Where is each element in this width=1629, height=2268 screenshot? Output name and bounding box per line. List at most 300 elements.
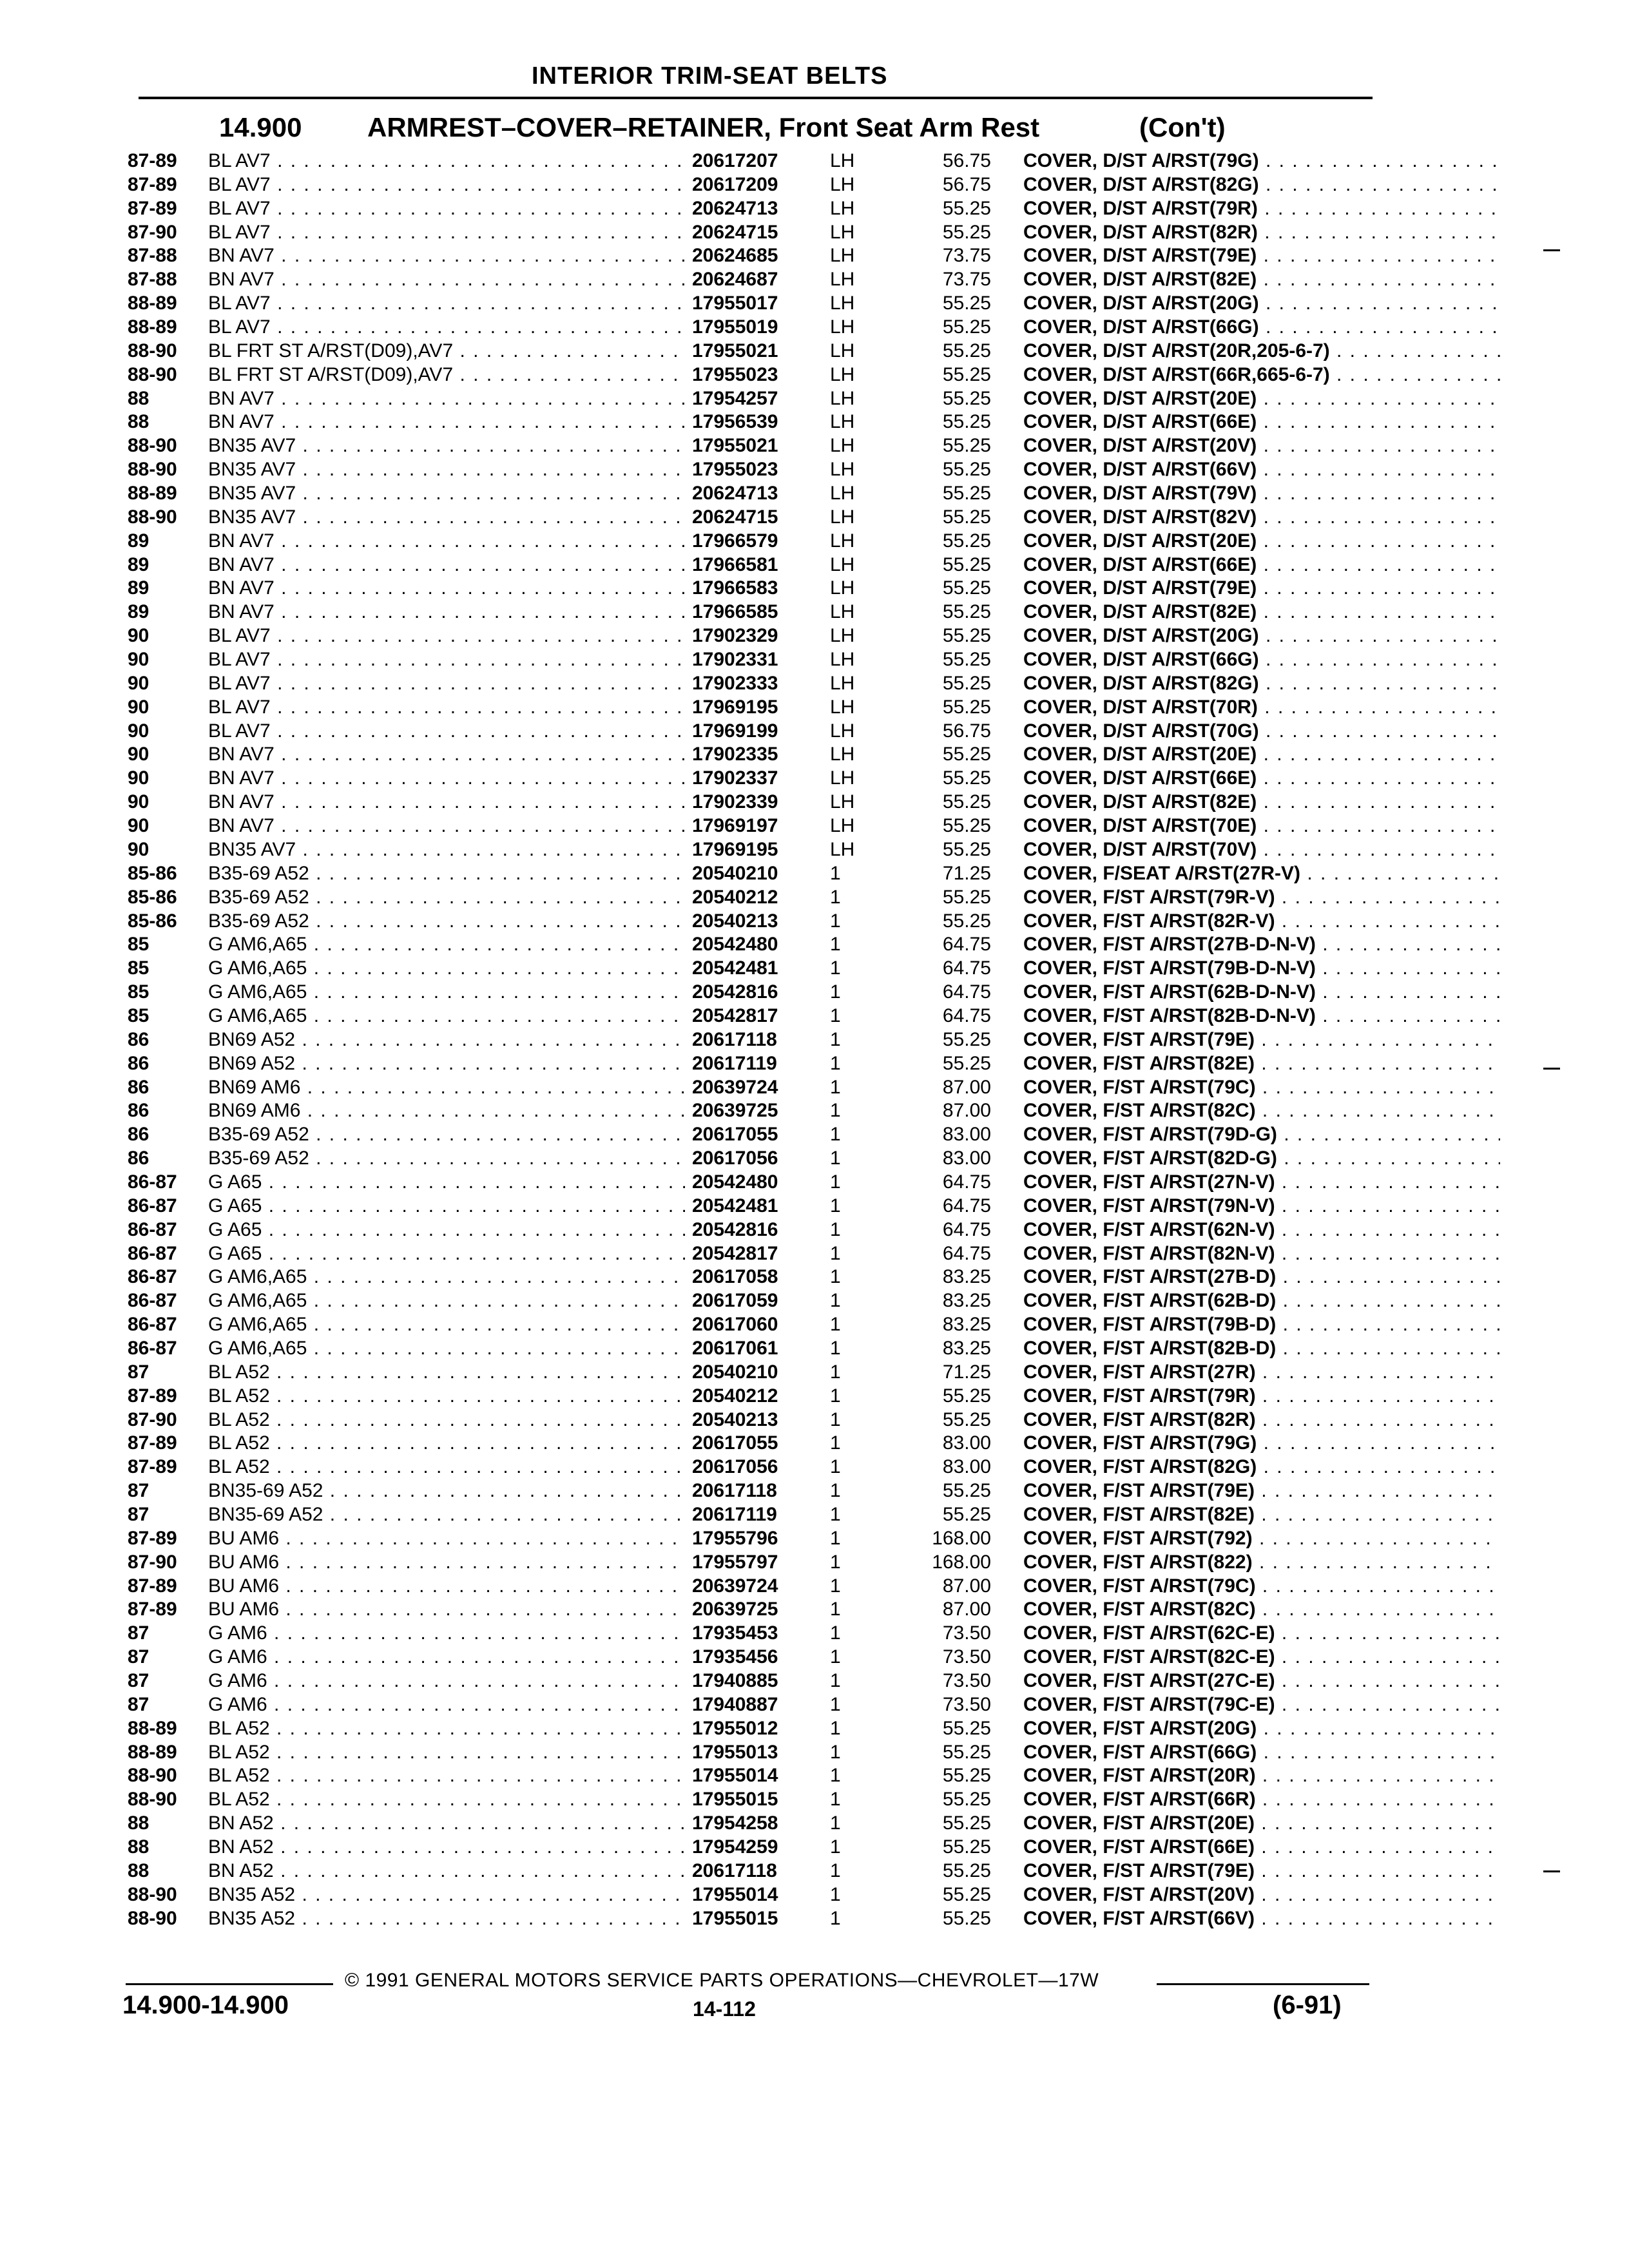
footer-date-code: (6-91) (1273, 1991, 1342, 2019)
price: 83.00 (942, 1124, 991, 1146)
price: 55.25 (942, 1717, 991, 1739)
price: 55.25 (942, 293, 991, 314)
model-year: 85 (128, 981, 149, 1003)
table-row (128, 1622, 1378, 1646)
quantity: LH (830, 269, 855, 291)
price: 71.25 (942, 862, 991, 884)
price: 55.25 (942, 506, 991, 528)
quantity: 1 (830, 1004, 841, 1026)
price: 55.25 (942, 744, 991, 765)
quantity: LH (830, 483, 855, 505)
table-row (128, 933, 1378, 957)
part-number: 20617118 (688, 1028, 815, 1052)
table-row (128, 1099, 1378, 1123)
part-number: 20617055 (688, 1123, 815, 1146)
model-code: G AM6,A65 . . . (208, 957, 685, 980)
part-number: 20624685 (688, 244, 815, 267)
model-code: B35-69 A52 . . . (208, 1147, 685, 1170)
part-number: 20540213 (688, 1408, 815, 1432)
model-year: 88-90 (128, 1789, 177, 1811)
price: 55.25 (942, 435, 991, 457)
section-number: 14.900 (219, 112, 302, 142)
quantity: 1 (830, 862, 841, 884)
model-year: 85-86 (128, 862, 177, 884)
price: 55.25 (942, 1765, 991, 1787)
model-code: BL AV7 . . . (208, 696, 685, 719)
part-description: COVER, F/ST A/RST(79R) . . . (1023, 1385, 1500, 1408)
part-number: 20624713 (688, 197, 815, 220)
table-row (128, 1218, 1378, 1242)
margin-tick (1543, 1870, 1560, 1872)
price: 83.25 (942, 1290, 991, 1312)
quantity: 1 (830, 1836, 841, 1858)
model-year: 87-89 (128, 197, 177, 219)
part-description: COVER, D/ST A/RST(82E) . . . (1023, 601, 1500, 624)
table-row (128, 363, 1378, 387)
price: 64.75 (942, 1004, 991, 1026)
model-code: G A65 . . . (208, 1242, 685, 1265)
part-description: COVER, F/ST A/RST(79C) . . . (1023, 1575, 1500, 1598)
part-description: COVER, F/ST A/RST(62C-E) . . . (1023, 1622, 1500, 1645)
part-number: 17955017 (688, 292, 815, 315)
model-code: G AM6 . . . (208, 1646, 685, 1669)
table-row (128, 292, 1378, 316)
part-number: 20617118 (688, 1479, 815, 1503)
part-number: 17966585 (688, 601, 815, 624)
part-description: COVER, D/ST A/RST(66E) . . . (1023, 767, 1500, 790)
table-row (128, 648, 1378, 672)
part-number: 17935456 (688, 1646, 815, 1669)
model-code: BL A52 . . . (208, 1741, 685, 1764)
model-code: BN35 A52 . . . (208, 1907, 685, 1930)
model-year: 87-90 (128, 1551, 177, 1573)
part-number: 20617056 (688, 1456, 815, 1479)
model-code: G A65 . . . (208, 1195, 685, 1218)
model-year: 86 (128, 1148, 149, 1169)
part-description: COVER, F/SEAT A/RST(27R-V) . . . (1023, 862, 1500, 885)
model-code: BL AV7 . . . (208, 173, 685, 197)
model-code: BN AV7 . . . (208, 410, 685, 434)
price: 55.25 (942, 1883, 991, 1905)
table-row (128, 577, 1378, 601)
model-code: BL A52 . . . (208, 1408, 685, 1432)
quantity: 1 (830, 1575, 841, 1597)
model-year: 87 (128, 1361, 149, 1383)
model-year: 88-90 (128, 459, 177, 481)
margin-tick (1543, 249, 1560, 251)
price: 83.25 (942, 1266, 991, 1288)
quantity: 1 (830, 1765, 841, 1787)
model-code: BL AV7 . . . (208, 221, 685, 244)
part-description: COVER, F/ST A/RST(79R-V) . . . (1023, 886, 1500, 909)
table-row (128, 506, 1378, 530)
quantity: LH (830, 245, 855, 267)
model-year: 90 (128, 672, 149, 694)
model-year: 88-89 (128, 1717, 177, 1739)
part-number: 20617060 (688, 1313, 815, 1336)
table-row (128, 720, 1378, 744)
model-code: B35-69 A52 . . . (208, 1123, 685, 1146)
quantity: LH (830, 744, 855, 765)
table-row (128, 1361, 1378, 1385)
quantity: 1 (830, 1076, 841, 1098)
table-row (128, 1527, 1378, 1551)
table-row (128, 1385, 1378, 1408)
model-year: 88-90 (128, 435, 177, 457)
price: 55.25 (942, 1503, 991, 1525)
part-description: COVER, F/ST A/RST(79E) . . . (1023, 1028, 1500, 1052)
table-row (128, 1646, 1378, 1669)
table-row (128, 1812, 1378, 1836)
table-row (128, 910, 1378, 934)
model-year: 85-86 (128, 910, 177, 932)
part-description: COVER, F/ST A/RST(82R-V) . . . (1023, 910, 1500, 933)
model-code: BN AV7 . . . (208, 767, 685, 790)
table-row (128, 244, 1378, 268)
model-code: G AM6 . . . (208, 1622, 685, 1645)
model-year: 87-89 (128, 1575, 177, 1597)
table-row (128, 1076, 1378, 1100)
table-row (128, 1147, 1378, 1171)
part-number: 17955014 (688, 1883, 815, 1907)
price: 55.25 (942, 910, 991, 932)
quantity: 1 (830, 1290, 841, 1312)
price: 55.25 (942, 363, 991, 385)
price: 83.00 (942, 1148, 991, 1169)
model-code: BN35-69 A52 . . . (208, 1503, 685, 1526)
price: 55.25 (942, 530, 991, 552)
model-code: BN69 A52 . . . (208, 1052, 685, 1075)
price: 55.25 (942, 221, 991, 243)
part-number: 17902331 (688, 648, 815, 671)
price: 64.75 (942, 981, 991, 1003)
table-row (128, 387, 1378, 411)
model-code: G AM6,A65 . . . (208, 1004, 685, 1028)
part-description: COVER, D/ST A/RST(82E) . . . (1023, 268, 1500, 291)
quantity: 1 (830, 1907, 841, 1929)
part-description: COVER, F/ST A/RST(20R) . . . (1023, 1764, 1500, 1787)
part-number: 17955019 (688, 316, 815, 339)
price: 55.25 (942, 1812, 991, 1834)
quantity: 1 (830, 1124, 841, 1146)
part-description: COVER, D/ST A/RST(79G) . . . (1023, 149, 1500, 173)
table-row (128, 1551, 1378, 1575)
model-year: 88-89 (128, 483, 177, 505)
part-description: COVER, D/ST A/RST(20E) . . . (1023, 387, 1500, 410)
quantity: LH (830, 577, 855, 599)
table-row (128, 1289, 1378, 1313)
part-description: COVER, F/ST A/RST(62B-D-N-V) . . . (1023, 981, 1500, 1004)
table-row (128, 743, 1378, 767)
part-description: COVER, D/ST A/RST(66V) . . . (1023, 458, 1500, 481)
model-year: 90 (128, 696, 149, 718)
part-number: 20639725 (688, 1598, 815, 1621)
header-rule (139, 97, 1373, 99)
model-year: 90 (128, 767, 149, 789)
model-year: 90 (128, 838, 149, 860)
model-year: 86-87 (128, 1242, 177, 1264)
table-row (128, 1693, 1378, 1717)
table-row (128, 197, 1378, 221)
model-code: BU AM6 . . . (208, 1551, 685, 1574)
table-row (128, 316, 1378, 340)
part-description: COVER, F/ST A/RST(79E) . . . (1023, 1479, 1500, 1503)
part-number: 17940887 (688, 1693, 815, 1716)
price: 64.75 (942, 934, 991, 956)
part-number: 17955014 (688, 1764, 815, 1787)
model-code: BN AV7 . . . (208, 601, 685, 624)
model-year: 88-90 (128, 1765, 177, 1787)
model-code: G AM6,A65 . . . (208, 1265, 685, 1289)
quantity: 1 (830, 1408, 841, 1430)
part-description: COVER, F/ST A/RST(27B-D) . . . (1023, 1265, 1500, 1289)
model-year: 88-89 (128, 316, 177, 338)
model-year: 87 (128, 1503, 149, 1525)
model-code: BN69 AM6 . . . (208, 1076, 685, 1099)
part-number: 20617209 (688, 173, 815, 197)
part-description: COVER, F/ST A/RST(27R) . . . (1023, 1361, 1500, 1384)
quantity: 1 (830, 1171, 841, 1193)
table-row (128, 530, 1378, 553)
model-code: BN AV7 . . . (208, 743, 685, 766)
model-code: BL FRT ST A/RST(D09),AV7 . . . (208, 363, 685, 387)
part-description: COVER, D/ST A/RST(66G) . . . (1023, 316, 1500, 339)
part-number: 17969197 (688, 814, 815, 838)
quantity: 1 (830, 981, 841, 1003)
part-number: 17940885 (688, 1669, 815, 1693)
quantity: 1 (830, 910, 841, 932)
model-code: G AM6,A65 . . . (208, 1289, 685, 1312)
model-code: BL A52 . . . (208, 1788, 685, 1811)
part-description: COVER, D/ST A/RST(70E) . . . (1023, 814, 1500, 838)
quantity: LH (830, 293, 855, 314)
part-description: COVER, F/ST A/RST(82C) . . . (1023, 1598, 1500, 1621)
part-number: 17955797 (688, 1551, 815, 1574)
part-number: 17902333 (688, 672, 815, 695)
model-code: BL AV7 . . . (208, 624, 685, 648)
table-row (128, 838, 1378, 862)
model-year: 86-87 (128, 1337, 177, 1359)
model-code: BL AV7 . . . (208, 672, 685, 695)
part-number: 17955015 (688, 1788, 815, 1811)
quantity: 1 (830, 1337, 841, 1359)
part-number: 20624715 (688, 506, 815, 529)
part-number: 20542816 (688, 1218, 815, 1242)
quantity: LH (830, 435, 855, 457)
price: 56.75 (942, 150, 991, 171)
quantity: 1 (830, 1741, 841, 1763)
model-year: 87-89 (128, 1527, 177, 1549)
quantity: LH (830, 197, 855, 219)
part-description: COVER, D/ST A/RST(66R,665-6-7) . . . (1023, 363, 1500, 387)
quantity: LH (830, 150, 855, 171)
quantity: LH (830, 672, 855, 694)
part-description: COVER, F/ST A/RST(82E) . . . (1023, 1052, 1500, 1075)
table-row (128, 1741, 1378, 1765)
model-code: BN AV7 . . . (208, 244, 685, 267)
part-description: COVER, F/ST A/RST(20E) . . . (1023, 1812, 1500, 1835)
model-code: BL A52 . . . (208, 1432, 685, 1455)
part-number: 17966583 (688, 577, 815, 600)
part-number: 20542480 (688, 933, 815, 956)
quantity: LH (830, 411, 855, 433)
part-number: 17955796 (688, 1527, 815, 1550)
model-code: G AM6,A65 . . . (208, 981, 685, 1004)
part-description: COVER, F/ST A/RST(822) . . . (1023, 1551, 1500, 1574)
price: 83.00 (942, 1432, 991, 1454)
model-year: 88 (128, 411, 149, 433)
model-year: 87 (128, 1622, 149, 1644)
model-year: 89 (128, 553, 149, 575)
part-number: 20542816 (688, 981, 815, 1004)
model-year: 87 (128, 1670, 149, 1691)
price: 64.75 (942, 1171, 991, 1193)
price: 55.25 (942, 672, 991, 694)
part-number: 17955021 (688, 434, 815, 457)
part-number: 17969195 (688, 696, 815, 719)
model-code: BN35 AV7 . . . (208, 458, 685, 481)
model-code: BN AV7 . . . (208, 530, 685, 553)
price: 55.25 (942, 696, 991, 718)
part-number: 20639725 (688, 1099, 815, 1122)
model-code: BL FRT ST A/RST(D09),AV7 . . . (208, 340, 685, 363)
model-code: G A65 . . . (208, 1171, 685, 1194)
part-description: COVER, F/ST A/RST(79D-G) . . . (1023, 1123, 1500, 1146)
model-year: 89 (128, 577, 149, 599)
part-description: COVER, F/ST A/RST(66E) . . . (1023, 1836, 1500, 1859)
part-description: COVER, D/ST A/RST(70G) . . . (1023, 720, 1500, 743)
part-description: COVER, F/ST A/RST(82C-E) . . . (1023, 1646, 1500, 1669)
quantity: 1 (830, 1812, 841, 1834)
table-row (128, 1860, 1378, 1883)
table-row (128, 410, 1378, 434)
part-description: COVER, F/ST A/RST(82R) . . . (1023, 1408, 1500, 1432)
table-row (128, 814, 1378, 838)
quantity: 1 (830, 1670, 841, 1691)
price: 71.25 (942, 1361, 991, 1383)
part-description: COVER, D/ST A/RST(82R) . . . (1023, 221, 1500, 244)
quantity: 1 (830, 1599, 841, 1620)
model-code: BL AV7 . . . (208, 648, 685, 671)
part-number: 17955021 (688, 340, 815, 363)
price: 56.75 (942, 720, 991, 742)
quantity: 1 (830, 1361, 841, 1383)
price: 73.75 (942, 269, 991, 291)
part-description: COVER, F/ST A/RST(79B-D-N-V) . . . (1023, 957, 1500, 980)
model-year: 86 (128, 1076, 149, 1098)
quantity: LH (830, 696, 855, 718)
model-year: 90 (128, 815, 149, 837)
table-row (128, 1883, 1378, 1907)
price: 87.00 (942, 1076, 991, 1098)
model-year: 87-89 (128, 1432, 177, 1454)
price: 64.75 (942, 957, 991, 979)
quantity: 1 (830, 1028, 841, 1050)
model-year: 85 (128, 934, 149, 956)
part-description: COVER, F/ST A/RST(62B-D) . . . (1023, 1289, 1500, 1312)
part-description: COVER, F/ST A/RST(82B-D-N-V) . . . (1023, 1004, 1500, 1028)
model-code: B35-69 A52 . . . (208, 886, 685, 909)
price: 73.50 (942, 1646, 991, 1668)
part-description: COVER, F/ST A/RST(27C-E) . . . (1023, 1669, 1500, 1693)
part-number: 17954257 (688, 387, 815, 410)
quantity: LH (830, 625, 855, 647)
model-year: 89 (128, 530, 149, 552)
quantity: 1 (830, 886, 841, 908)
part-description: COVER, F/ST A/RST(62N-V) . . . (1023, 1218, 1500, 1242)
part-description: COVER, D/ST A/RST(70R) . . . (1023, 696, 1500, 719)
footer-rule-left (126, 1983, 333, 1985)
part-number: 17902339 (688, 791, 815, 814)
part-number: 20542481 (688, 1195, 815, 1218)
price: 87.00 (942, 1575, 991, 1597)
part-number: 20617059 (688, 1289, 815, 1312)
part-number: 20617119 (688, 1052, 815, 1075)
table-row (128, 434, 1378, 458)
quantity: 1 (830, 1456, 841, 1478)
model-code: BN35 A52 . . . (208, 1883, 685, 1907)
model-year: 90 (128, 649, 149, 671)
table-row (128, 1836, 1378, 1860)
part-description: COVER, D/ST A/RST(20E) . . . (1023, 743, 1500, 766)
quantity: LH (830, 649, 855, 671)
part-number: 17902329 (688, 624, 815, 648)
part-number: 20542817 (688, 1004, 815, 1028)
model-year: 87-89 (128, 1456, 177, 1478)
copyright-notice: © 1991 GENERAL MOTORS SERVICE PARTS OPERATIONS—CHEVROLET—17W (345, 1970, 1099, 1991)
price: 56.75 (942, 173, 991, 195)
model-year: 87 (128, 1693, 149, 1715)
table-row (128, 482, 1378, 506)
table-row (128, 767, 1378, 791)
part-number: 20624687 (688, 268, 815, 291)
part-number: 17955015 (688, 1907, 815, 1930)
quantity: 1 (830, 1432, 841, 1454)
model-year: 87-88 (128, 245, 177, 267)
page-header-title: INTERIOR TRIM-SEAT BELTS (532, 62, 888, 90)
table-row (128, 957, 1378, 981)
quantity: LH (830, 173, 855, 195)
model-code: BN A52 . . . (208, 1836, 685, 1859)
part-number: 20540210 (688, 862, 815, 885)
model-year: 90 (128, 625, 149, 647)
model-code: BN35 AV7 . . . (208, 506, 685, 529)
price: 55.25 (942, 1789, 991, 1811)
part-number: 17966581 (688, 553, 815, 577)
price: 55.25 (942, 1860, 991, 1881)
model-year: 86-87 (128, 1290, 177, 1312)
price: 83.00 (942, 1456, 991, 1478)
footer-section-range: 14.900-14.900 (122, 1991, 289, 2019)
model-code: BN AV7 . . . (208, 791, 685, 814)
price: 55.25 (942, 553, 991, 575)
model-year: 88 (128, 1812, 149, 1834)
model-code: BL AV7 . . . (208, 316, 685, 339)
part-description: COVER, D/ST A/RST(66G) . . . (1023, 648, 1500, 671)
part-description: COVER, D/ST A/RST(79R) . . . (1023, 197, 1500, 220)
model-year: 87-90 (128, 221, 177, 243)
part-description: COVER, F/ST A/RST(82B-D) . . . (1023, 1337, 1500, 1360)
price: 55.25 (942, 411, 991, 433)
price: 55.25 (942, 1028, 991, 1050)
part-number: 17902335 (688, 743, 815, 766)
quantity: 1 (830, 1480, 841, 1502)
quantity: 1 (830, 1883, 841, 1905)
part-description: COVER, F/ST A/RST(82G) . . . (1023, 1456, 1500, 1479)
price: 64.75 (942, 1242, 991, 1264)
model-code: BL AV7 . . . (208, 292, 685, 315)
quantity: LH (830, 459, 855, 481)
